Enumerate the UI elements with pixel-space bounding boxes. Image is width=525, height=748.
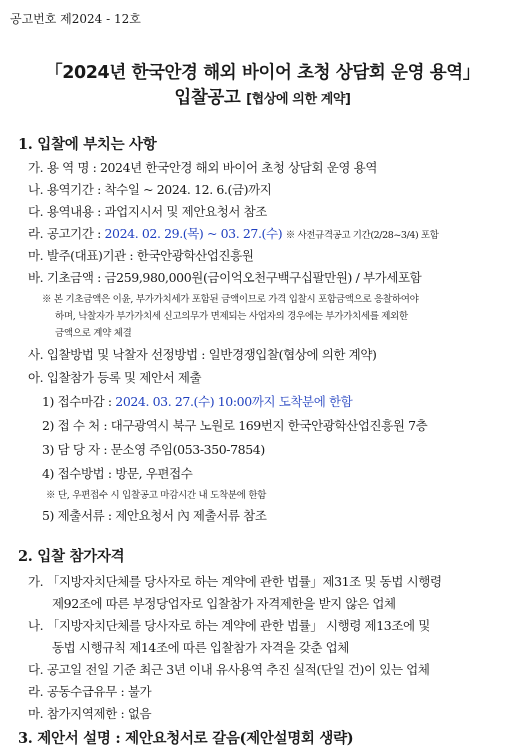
base-amount-note-3: 금액으로 계약 체결 bbox=[55, 328, 132, 339]
subtitle-contract-type: [협상에 의한 계약] bbox=[246, 92, 351, 107]
subitem-contact-person: 3) 담 당 자 : 문소영 주임(053-350-7854) bbox=[42, 442, 265, 457]
subitem-submission-place: 2) 접 수 처 : 대구광역시 북구 노원로 169번지 한국안광학산업진흥원 7층 bbox=[42, 418, 428, 433]
deadline-label: 1) 접수마감 : bbox=[42, 394, 116, 409]
section1-heading: 1. 입찰에 부치는 사항 bbox=[18, 136, 157, 153]
document-title: 「2024년 한국안경 해외 바이어 초청 상담회 운영 용역」 bbox=[45, 63, 480, 83]
section3-heading: 3. 제안서 설명 : 제안요청서로 갈음(제안설명회 생략) bbox=[18, 730, 354, 747]
item-notice-period bbox=[28, 224, 439, 242]
notice-period-label: 라. 공고기간 : bbox=[28, 226, 105, 241]
qualification-ma: 마. 참가지역제한 : 없음 bbox=[28, 706, 152, 721]
notice-number: 공고번호 제2024 - 12호 bbox=[10, 12, 141, 26]
qualification-na-line1: 나. 「지방자치단체를 당사자로 하는 계약에 관한 법률」 시행령 제13조에 및 bbox=[28, 618, 430, 633]
item-bidding-method: 사. 입찰방법 및 낙찰자 선정방법 : 일반경쟁입찰(협상에 의한 계약) bbox=[28, 347, 377, 362]
item-service-name: 가. 용 역 명 : 2024년 한국안경 해외 바이어 초청 상담회 운영 용역 bbox=[28, 160, 378, 175]
qualification-da: 다. 공고일 전일 기준 최근 3년 이내 유사용역 추진 실적(단일 건)이 있는 업체 bbox=[28, 662, 430, 677]
subitem-documents: 5) 제출서류 : 제안요청서 內 제출서류 참조 bbox=[42, 508, 267, 523]
item-base-amount: 바. 기초금액 : 금259,980,000원(금이억오천구백구십팔만원) / 부가세포함 bbox=[28, 270, 422, 285]
item-service-content: 다. 용역내용 : 과업지시서 및 제안요청서 참조 bbox=[28, 204, 267, 219]
section2-heading: 2. 입찰 참가자격 bbox=[18, 548, 125, 565]
notice-period-note: ※ 사전규격공고 기간(2/28~3/4) 포함 bbox=[285, 230, 439, 241]
deadline-value: 2024. 03. 27.(수) 10:00까지 도착분에 한함 bbox=[115, 394, 353, 409]
subtitle-main: 입찰공고 bbox=[174, 88, 241, 108]
qualification-na-line2: 동법 시행규칙 제14조에 따른 입찰참가 자격을 갖춘 업체 bbox=[52, 640, 349, 655]
base-amount-note-1: ※ 본 기초금액은 이윤, 부가가치세가 포함된 금액이므로 가격 입찰시 포함금액으로 응찰하여야 bbox=[42, 294, 419, 305]
notice-period-value: 2024. 02. 29.(목) ~ 03. 27.(수) bbox=[104, 226, 283, 241]
item-registration: 아. 입찰참가 등록 및 제안서 제출 bbox=[28, 370, 202, 385]
item-ordering-agency: 마. 발주(대표)기관 : 한국안광학산업진흥원 bbox=[28, 248, 254, 263]
base-amount-note-2: 하며, 낙찰자가 부가가치세 신고의무가 면제되는 사업자의 경우에는 부가가치세를 제외한 bbox=[55, 311, 408, 322]
qualification-ga-line2: 제92조에 따른 부정당업자로 입찰참가 자격제한을 받지 않은 업체 bbox=[52, 596, 396, 611]
item-service-period: 나. 용역기간 : 착수일 ~ 2024. 12. 6.(금)까지 bbox=[28, 182, 272, 197]
subitem-submission-method: 4) 접수방법 : 방문, 우편접수 bbox=[42, 466, 193, 481]
qualification-ra: 라. 공동수급유무 : 불가 bbox=[28, 684, 152, 699]
submission-method-note: ※ 단, 우편접수 시 입찰공고 마감시간 내 도착분에 한함 bbox=[46, 490, 267, 501]
document-subtitle bbox=[0, 84, 525, 109]
qualification-ga-line1: 가. 「지방자치단체를 당사자로 하는 계약에 관한 법률」제31조 및 동법 시행령 bbox=[28, 574, 442, 589]
subitem-deadline bbox=[42, 392, 352, 410]
